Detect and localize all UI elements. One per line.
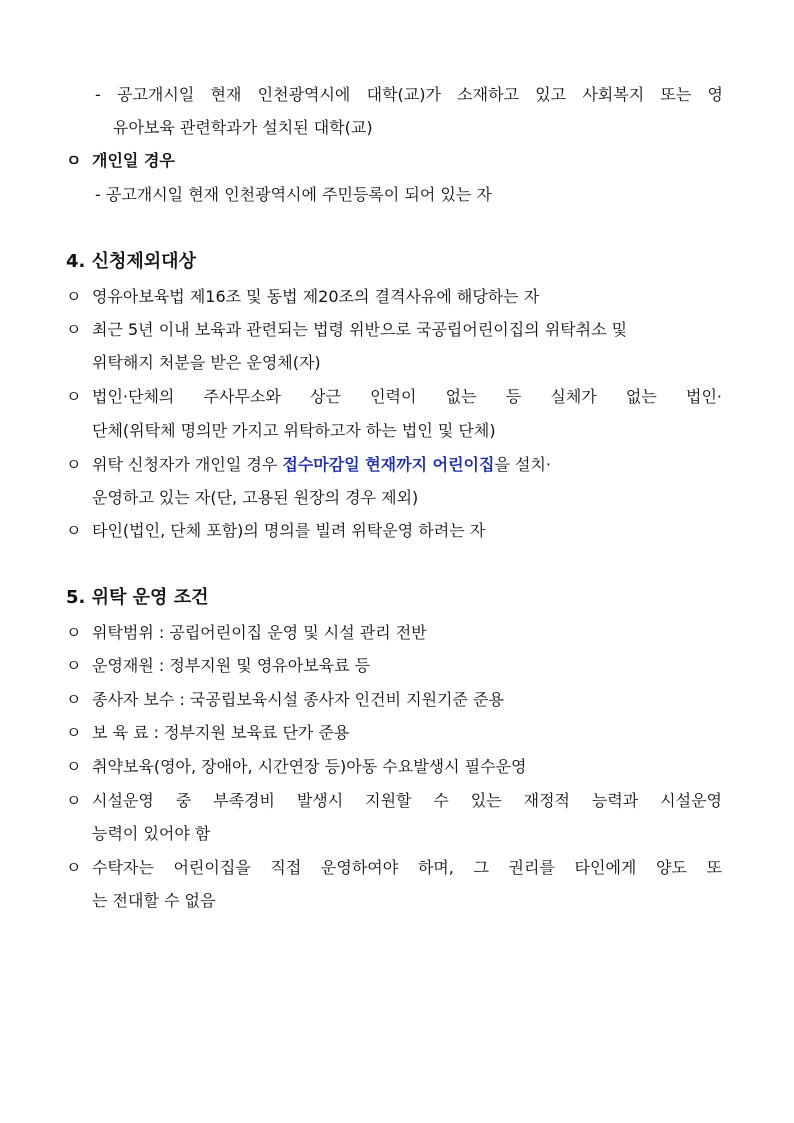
exclusion-item-3-cont: 단체(위탁체 명의만 가지고 위탁하고자 하는 법인 및 단체) bbox=[92, 421, 496, 440]
bullet-mark: ㅇ bbox=[66, 623, 82, 642]
condition-item-6: ㅇ 시설운영 중 부족경비 발생시 지원할 수 있는 재정적 능력과 시설운영 bbox=[66, 791, 722, 810]
bullet-mark: ㅇ bbox=[66, 791, 82, 810]
exclusion-item-4-cont: 운영하고 있는 자(단, 고용된 원장의 경우 제외) bbox=[92, 488, 419, 507]
condition-item-1: ㅇ 위탁범위 : 공립어린이집 운영 및 시설 관리 전반 bbox=[66, 623, 427, 642]
individual-title: 개인일 경우 bbox=[92, 151, 175, 170]
bullet-mark: ㅇ bbox=[66, 151, 82, 170]
eligibility-university-line: - 공고개시일 현재 인천광역시에 대학(교)가 소재하고 있고 사회복지 또는 영 bbox=[95, 85, 723, 104]
bullet-mark: ㅇ bbox=[66, 387, 82, 406]
condition-item-2: ㅇ 운영재원 : 정부지원 및 영유아보육료 등 bbox=[66, 656, 371, 675]
condition-item-3: ㅇ 종사자 보수 : 국공립보육시설 종사자 인건비 지원기준 준용 bbox=[66, 690, 504, 709]
exclusion-item-2: ㅇ 최근 5년 이내 보육과 관련되는 법령 위반으로 국공립어린이집의 위탁취소 및 bbox=[66, 320, 628, 339]
condition-item-5: ㅇ 취약보육(영아, 장애아, 시간연장 등)아동 수요발생시 필수운영 bbox=[66, 757, 527, 776]
section-5-title: 5. 위탁 운영 조건 bbox=[66, 587, 209, 608]
bullet-mark: ㅇ bbox=[66, 656, 82, 675]
condition-item-4: ㅇ 보 육 료 : 정부지원 보육료 단가 준용 bbox=[66, 723, 350, 742]
condition-item-7-cont: 는 전대할 수 없음 bbox=[92, 891, 216, 910]
exclusion-item-3: ㅇ 법인·단체의 주사무소와 상근 인력이 없는 등 실체가 없는 법인· bbox=[66, 387, 722, 406]
exclusion-item-2-cont: 위탁해지 처분을 받은 운영체(자) bbox=[92, 353, 321, 372]
highlighted-deadline-text: 접수마감일 현재까지 어린이집 bbox=[282, 455, 495, 474]
bullet-mark: ㅇ bbox=[66, 287, 82, 306]
exclusion-item-4: ㅇ 위탁 신청자가 개인일 경우 접수마감일 현재까지 어린이집을 설치· bbox=[66, 455, 551, 474]
condition-item-7: ㅇ 수탁자는 어린이집을 직접 운영하여야 하며, 그 권리를 타인에게 양도 또 bbox=[66, 858, 722, 877]
exclusion-item-1: ㅇ 영유아보육법 제16조 및 동법 제20조의 결격사유에 해당하는 자 bbox=[66, 287, 540, 306]
bullet-mark: ㅇ bbox=[66, 723, 82, 742]
bullet-mark: ㅇ bbox=[66, 521, 82, 540]
bullet-mark: ㅇ bbox=[66, 455, 82, 474]
exclusion-item-5: ㅇ 타인(법인, 단체 포함)의 명의를 빌려 위탁운영 하려는 자 bbox=[66, 521, 486, 540]
bullet-mark: ㅇ bbox=[66, 690, 82, 709]
individual-heading bbox=[66, 150, 175, 172]
condition-item-6-cont: 능력이 있어야 함 bbox=[92, 824, 211, 843]
eligibility-university-line-cont: 유아보육 관련학과가 설치된 대학(교) bbox=[113, 118, 373, 137]
bullet-mark: ㅇ bbox=[66, 757, 82, 776]
section-4-title: 4. 신청제외대상 bbox=[66, 251, 196, 272]
bullet-mark: ㅇ bbox=[66, 320, 82, 339]
eligibility-resident-line: - 공고개시일 현재 인천광역시에 주민등록이 되어 있는 자 bbox=[95, 185, 492, 204]
bullet-mark: ㅇ bbox=[66, 858, 82, 877]
